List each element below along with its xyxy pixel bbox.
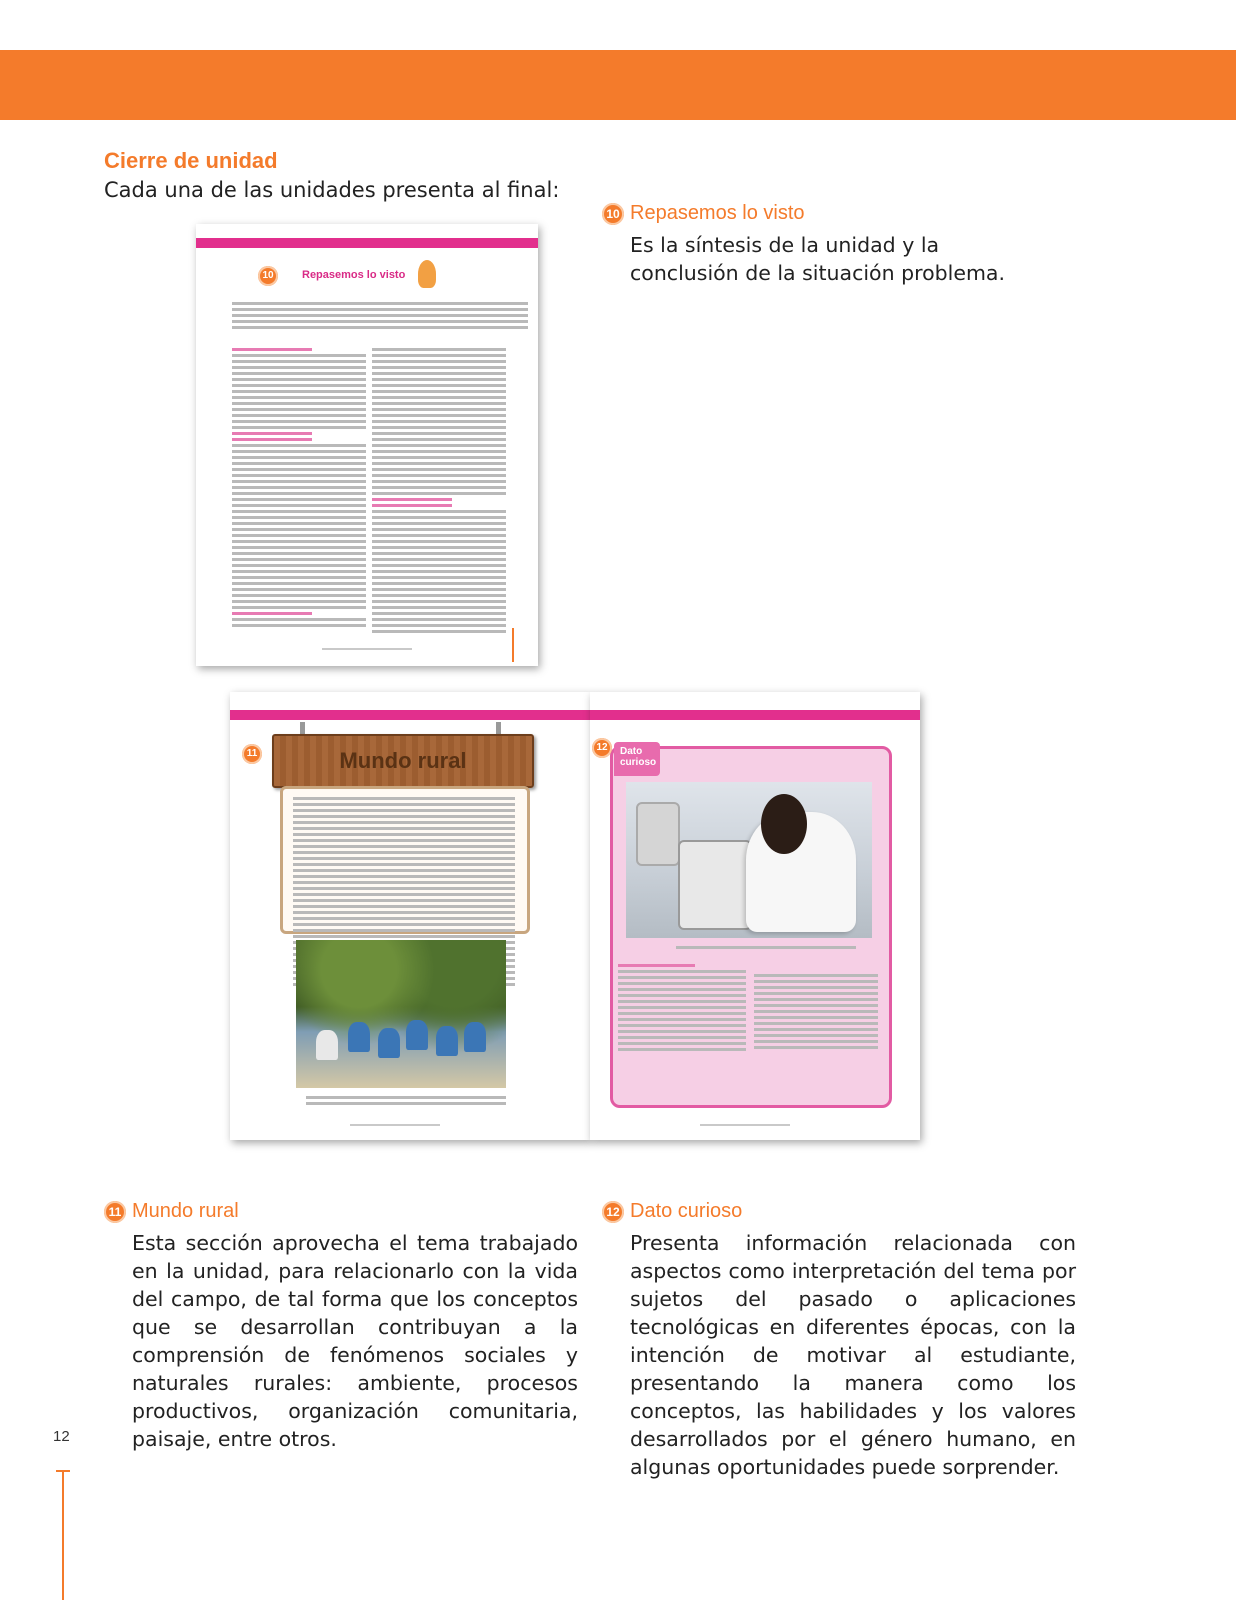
text-box [280, 786, 530, 934]
photo-caption [676, 946, 856, 949]
lab-photo [626, 782, 872, 938]
footer-line [350, 1124, 440, 1126]
character-icon [418, 260, 436, 288]
dato-tag: Dato curioso [614, 742, 660, 776]
section-intro: Cada una de las unidades presenta al final: [104, 178, 560, 202]
text-column-left [618, 964, 746, 1051]
page-preview-mundo-rural [230, 692, 590, 1140]
callout-mundo-rural [104, 1200, 578, 1453]
margin-rule [62, 1470, 64, 1600]
footer-line [700, 1124, 790, 1126]
wood-sign: Mundo rural [272, 734, 534, 788]
text-column-right [372, 348, 506, 633]
callout-body: Es la síntesis de la unidad y la conclusión de la situación problema. [630, 233, 1005, 285]
text-column-left [232, 348, 366, 627]
callout-title: Dato curioso [630, 1200, 743, 1222]
number-12-badge: 12 [592, 738, 612, 758]
text-block [232, 302, 528, 329]
number-11-badge: 11 [104, 1201, 126, 1223]
callout-dato-curioso [602, 1200, 1076, 1481]
callout-repasemos [602, 202, 1022, 287]
text-column-right [754, 974, 878, 1049]
callout-title: Mundo rural [132, 1200, 239, 1222]
pink-strip [590, 710, 920, 720]
callout-title: Repasemos lo visto [630, 202, 805, 224]
page-preview-repasemos [196, 224, 538, 666]
callout-body: Presenta información relacionada con aspectos como interpretación del tema por sujetos del pasado o aplicaciones tecnológicas en diferentes épocas, con la intención de motivar al estudiante, presentando la manera como los conceptos, las habilidades y los valores desarrollados por el género humano, en algunas oportunidades puede sorprender. [630, 1231, 1076, 1479]
section-title: Cierre de unidad [104, 148, 278, 173]
page-number: 12 [53, 1428, 70, 1445]
number-10-badge: 10 [602, 203, 624, 225]
number-12-badge: 12 [602, 1201, 624, 1223]
callout-body: Esta sección aprovecha el tema trabajado en la unidad, para relacionarlo con la vida del campo, de tal forma que los conceptos que se desarrollan contribuyan a la comprensión de fenómenos sociales y naturales rurales: ambiente, procesos productivos, organización comunitaria, paisaje, entre otros. [132, 1231, 578, 1451]
rural-photo [296, 940, 506, 1088]
page-edge-rule [512, 628, 514, 662]
header-band [0, 50, 1236, 120]
pink-strip [230, 710, 590, 720]
footer-line [322, 648, 412, 650]
mock-title: Repasemos lo visto [302, 269, 406, 281]
number-10-badge: 10 [258, 266, 278, 286]
number-11-badge: 11 [242, 744, 262, 764]
photo-caption [306, 1096, 506, 1105]
page-preview-dato-curioso [590, 692, 920, 1140]
pink-strip [196, 238, 538, 248]
